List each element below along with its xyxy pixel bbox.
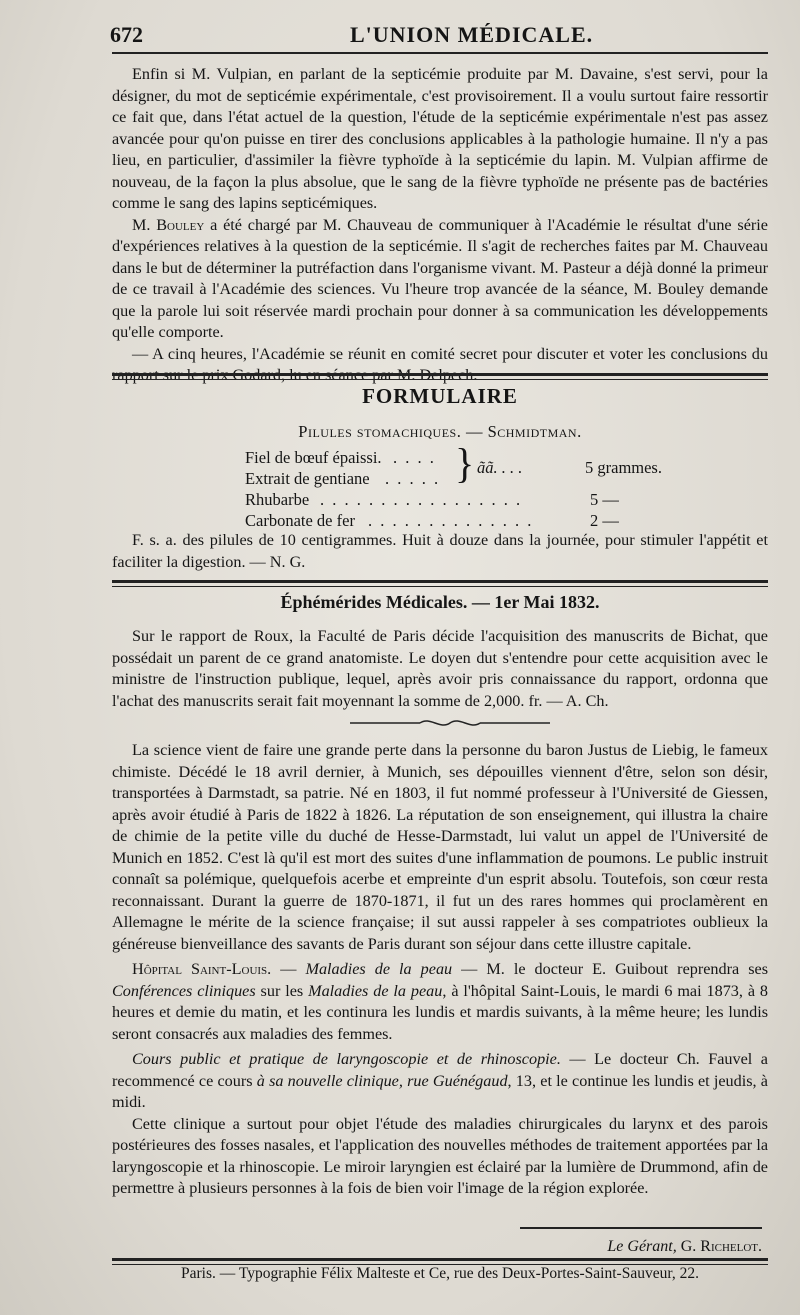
recipe-title: Pilules stomachiques. — Schmidtman. [298,422,582,441]
signature-name: G. Richelot. [680,1238,762,1255]
running-head [110,22,760,50]
cours-title: Cours public et pratique de laryngoscopie et de rhinoscopie. [132,1050,561,1068]
academy-paragraph-2-text: a été chargé par M. Chauveau de communiquer à l'Académie le résultat d'une série d'expériences relatives à la question de la septicémie. Il s'agit de recherches faites par M. Chauveau dans le but de déterminer la putréfaction dans l'organisme vivant. M. Pasteur a déjà donné la primeur de ce travail à l'Académie des sciences. Vu l'heure trop avancée de la séance, M. Bouley demande que la parole lui soit réservée mardi prochain pour donner à sa communication les développements qu'elle comporte. [112,215,768,341]
ingredient-name: Fiel de bœuf épaissi. [245,448,382,467]
section-rule [112,373,768,376]
footer-rule [112,1258,768,1261]
signature [607,1238,762,1256]
clinique-paragraph: Cette clinique a surtout pour objet l'étude des maladies chirurgicales du larynx et des parois postérieures des fosses nasales, et l'application des nouvelles méthodes de traitement apportées par la laryngoscopie et la rhinoscopie. Le miroir laryngien est éclairé par la lumière de Drummond, afin de permettre à plusieurs personnes à la fois de bien voir l'image de la région explorée. [112,1114,768,1197]
ingredient-dots: . . . . . . . . . . . . . . [368,511,534,530]
ingredient-qty: 5 — [590,490,619,509]
ingredient-dots: . . . . . [385,469,441,488]
academy-section [112,64,768,387]
ingredient-qty: 2 — [590,511,619,530]
ingredient-list [245,439,662,532]
ingredient-name: Extrait de gentiane [245,469,370,488]
st-louis-label: Hôpital Saint-Louis. — [132,960,297,978]
ornament-divider [350,716,550,730]
formulaire-heading: FORMULAIRE [362,384,518,408]
ingredient-row [245,490,625,511]
academy-paragraph-2 [112,215,768,344]
cours-paragraph [112,1049,768,1114]
maladies-peau: Maladies de la peau [308,981,443,1000]
ingredient-row [245,448,625,469]
ephemerides-text: Sur le rapport de Roux, la Faculté de Paris décide l'acquisition des manuscrits de Bichat, que possédait un parent de ce grand anatomiste. Le doyen dut s'entendre pour cette acquisition avec le ministre de l'instruction publique, lequel, après avoir pris connaissance du rapport, ordonna que l'achat des manuscrits serait fait moyennant la somme de 2,000. fr. — A. Ch. [112,627,768,710]
aa-quantity: 5 grammes. [585,458,662,477]
cours-place: à sa nouvelle clinique, rue Guénégaud [256,1071,508,1090]
ingredient-name: Rhubarbe [245,490,310,509]
conferences-cliniques: Conférences cliniques [112,981,256,1000]
st-louis-text: , à l'hôpital Saint-Louis, le mardi 6 mai 1873, à 8 heures et demie du matin, et les continura les lundis et mardis suivants, à la même heure; les lundis seront consacrés aux maladies des femmes. [112,981,768,1043]
header-rule [112,52,768,54]
st-louis-text: — M. le docteur E. Guibout reprendra ses [452,960,768,978]
aa-label: ãã. . . . [477,458,523,477]
st-louis-text: sur les [255,981,309,1000]
academy-paragraph-1: Enfin si M. Vulpian, en parlant de la septicémie produite par M. Davaine, s'est servi, pour la désigner, du mot de septicémie expérimentale, c'est provisoirement. Il a voulu surtout faire ressortir ce fait que, dans l'état actuel de la question, l'étude de la septicémie expérimentale n'est pas assez avancée pour qu'on puisse en tirer des conclusions applicables à la pathologie humaine. Il n'y a pas lieu, en particulier, d'assimiler la fièvre typhoïde à la septicémie du lapin. M. Vulpian affirme de nouveau, de la façon la plus absolue, que le sang de la fièvre typhoïde ne présente pas de bactéries comme le sang des lapins septicémiques. [112,65,768,212]
ephemerides-block [112,626,768,712]
ingredient-name: Carbonate de fer [245,511,355,530]
ingredient-dots: . . . . . . . . . . . . . . . . . [320,490,523,509]
st-louis-paragraph [112,959,768,1045]
recipe-instructions-block [112,530,768,573]
ingredient-row [245,469,625,490]
recipe-instructions: F. s. a. des pilules de 10 centigrammes. Huit à douze dans la journée, pour stimuler l'appétit et faciliter la digestion. — N. G. [112,531,768,571]
cours-text: , 13, et le continue les lundis et jeudis, à midi. [112,1071,768,1111]
ephemerides-heading: Éphémérides Médicales. — 1er Mai 1832. [280,592,600,612]
st-louis-subject: Maladies de la peau [305,960,453,978]
ingredient-row [245,511,625,532]
cours-text: — Le docteur Ch. Fauvel a recommencé ce cours [112,1050,768,1090]
academy-paragraph-3: — A cinq heures, l'Académie se réunit en comité secret pour discuter et voter les conclusions du rapport sur le prix Godard, lu en séance par M. Delpech. [112,344,768,384]
news-section [112,740,768,1200]
page-number: 672 [110,22,143,47]
bouley-name: M. Bouley [132,215,205,234]
section-rule [112,580,768,583]
signature-rule [520,1227,762,1229]
signature-role: Le Gérant, [607,1238,677,1255]
printer-imprint: Paris. — Typographie Félix Malteste et Ce, rue des Deux-Portes-Saint-Sauveur, 22. [180,1265,700,1282]
brace: } [455,439,475,488]
journal-title: L'UNION MÉDICALE. [350,22,594,47]
ingredient-dots: . . . . [393,448,436,467]
liebig-paragraph: La science vient de faire une grande perte dans la personne du baron Justus de Liebig, le fameux chimiste. Décédé le 18 avril dernier, à Munich, ses dépouilles viennent d'être, selon son désir, transportées à Darmstadt, sa patrie. Né en 1803, il fut nommé professeur à l'Université de Giessen, après avoir étudié à Paris de 1822 à 1826. La réputation de son enseignement, qui illustra la chaire de chimie de la petite ville du duché de Hesse-Darmstadt, lui valut un appel de l'Université de Munich en 1852. C'est là qu'il est mort des suites d'une inflammation de poumons. Le public instruit connaît sa polémique, quelquefois acerbe et empreinte d'un esprit absolu. Toutefois, son cœur resta reconnaissant. Durant la guerre de 1870-1871, il fut un des rares hommes qui proclamèrent en Allemagne le mérite de la science française; il sut aussi rappeler à ses compatriotes oublieux la généreuse bienveillance des savants de Paris durant son séjour dans cette illustre capitale. [112,741,768,953]
